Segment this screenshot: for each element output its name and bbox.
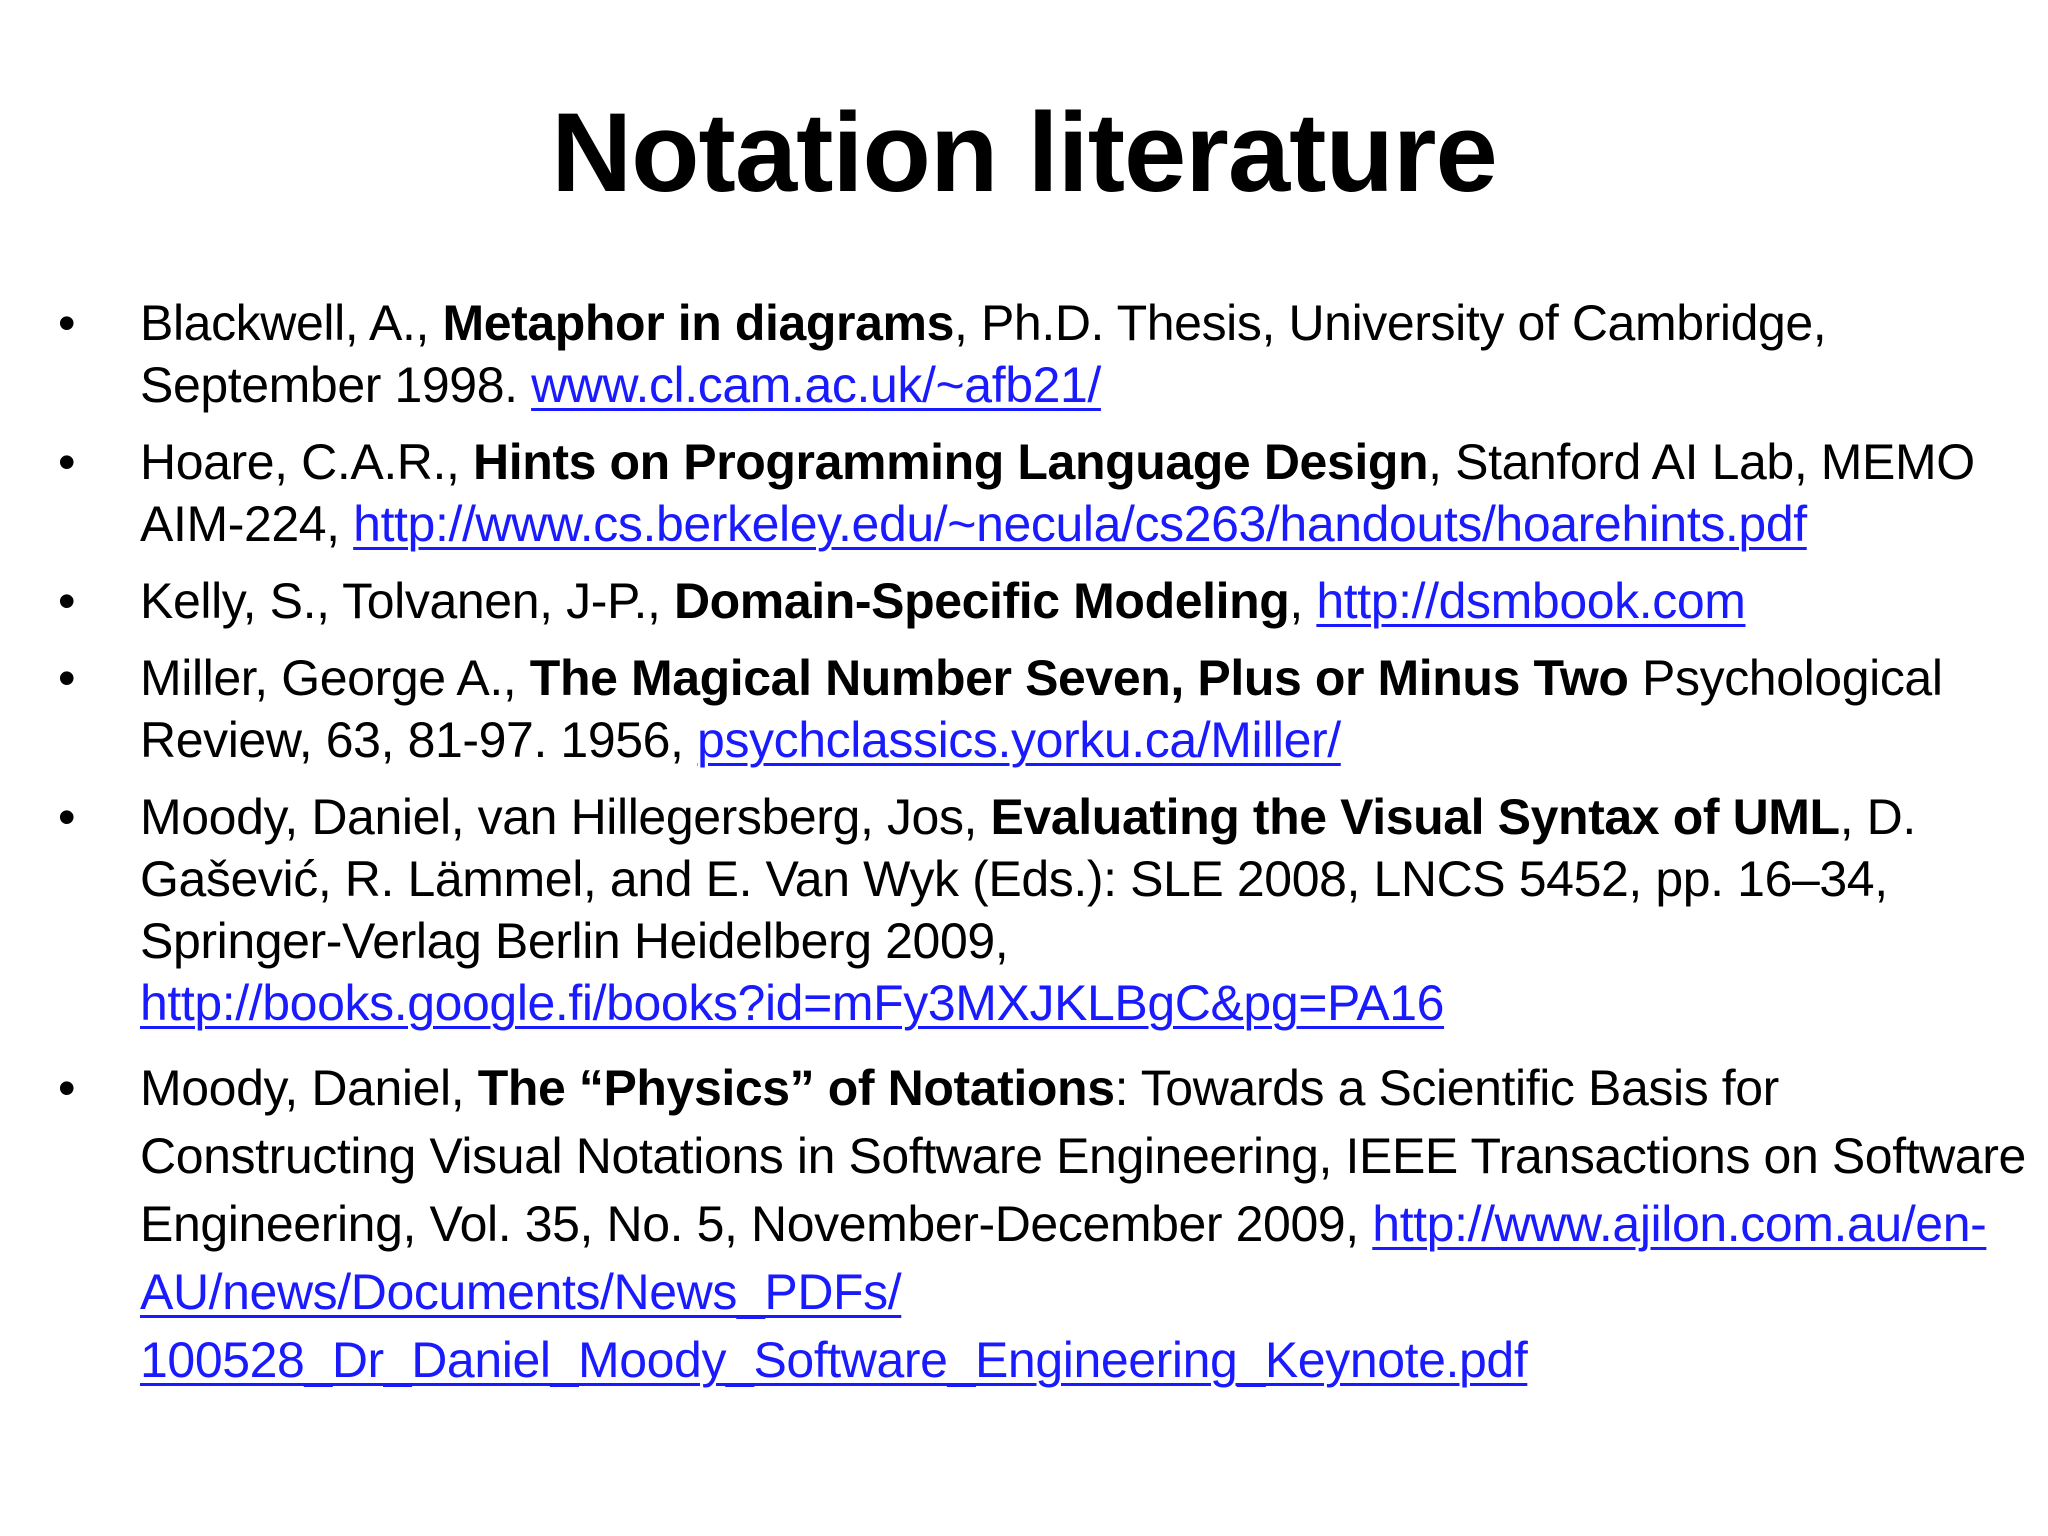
reference-details: , Stanford AI Lab, MEMO AIM-224, xyxy=(140,434,1975,552)
reference-authors: Blackwell, A., xyxy=(140,295,443,351)
bullet-icon: • xyxy=(58,1060,76,1116)
reference-details: , xyxy=(1289,573,1317,629)
list-item xyxy=(50,786,2035,1034)
reference-list xyxy=(50,292,2035,1409)
reference-details: Psychological Review, 63, 81-97. 1956, xyxy=(140,650,1943,768)
reference-title: Metaphor in diagrams xyxy=(442,295,954,351)
list-item xyxy=(50,1054,2035,1394)
reference-link[interactable]: http://dsmbook.com xyxy=(1316,573,1746,629)
reference-authors: Kelly, S., Tolvanen, J-P., xyxy=(140,573,674,629)
list-item xyxy=(50,647,2035,771)
list-item xyxy=(50,431,2035,555)
page-title: Notation literature xyxy=(551,90,1497,215)
list-item xyxy=(50,292,2035,416)
reference-link[interactable]: www.cl.cam.ac.uk/~afb21/ xyxy=(531,357,1101,413)
reference-title: The Magical Number Seven, Plus or Minus Two xyxy=(529,650,1629,706)
reference-authors: Moody, Daniel, van Hillegersberg, Jos, xyxy=(140,789,991,845)
reference-title: Evaluating the Visual Syntax of UML xyxy=(990,789,1840,845)
reference-link[interactable]: http://books.google.fi/books?id=mFy3MXJKLBgC&pg=PA16 xyxy=(140,975,1445,1031)
reference-authors: Moody, Daniel, xyxy=(140,1060,478,1116)
bullet-icon: • xyxy=(58,789,76,845)
bullet-icon: • xyxy=(58,434,76,490)
reference-link[interactable]: http://www.cs.berkeley.edu/~necula/cs263/handouts/hoarehints.pdf xyxy=(353,496,1807,552)
reference-link[interactable]: http://www.ajilon.com.au/en-AU/news/Documents/News_PDFs/ 100528_Dr_Daniel_Moody_Software_Engineering_Keynote.pdf xyxy=(140,1196,1987,1388)
bullet-icon: • xyxy=(58,295,76,351)
reference-authors: Hoare, C.A.R., xyxy=(140,434,473,490)
bullet-icon: • xyxy=(58,650,76,706)
reference-authors: Miller, George A., xyxy=(140,650,530,706)
reference-link[interactable]: psychclassics.yorku.ca/Miller/ xyxy=(697,712,1341,768)
reference-title: The “Physics” of Notations xyxy=(477,1060,1115,1116)
list-item xyxy=(50,570,2035,632)
reference-title: Hints on Programming Language Design xyxy=(473,434,1429,490)
reference-details: , Ph.D. Thesis, University of Cambridge, September 1998. xyxy=(140,295,1827,413)
reference-details: : Towards a Scientific Basis for Constructing Visual Notations in Software Engineering, IEEE Transactions on Software Engineering, Vol. 35, No. 5, November-December 2009, xyxy=(140,1060,2026,1252)
reference-details: , D. Gašević, R. Lämmel, and E. Van Wyk (Eds.): SLE 2008, LNCS 5452, pp. 16–34, Springer-Verlag Berlin Heidelberg 2009, xyxy=(140,789,1916,969)
reference-title: Domain-Specific Modeling xyxy=(673,573,1290,629)
bullet-icon: • xyxy=(58,573,76,629)
